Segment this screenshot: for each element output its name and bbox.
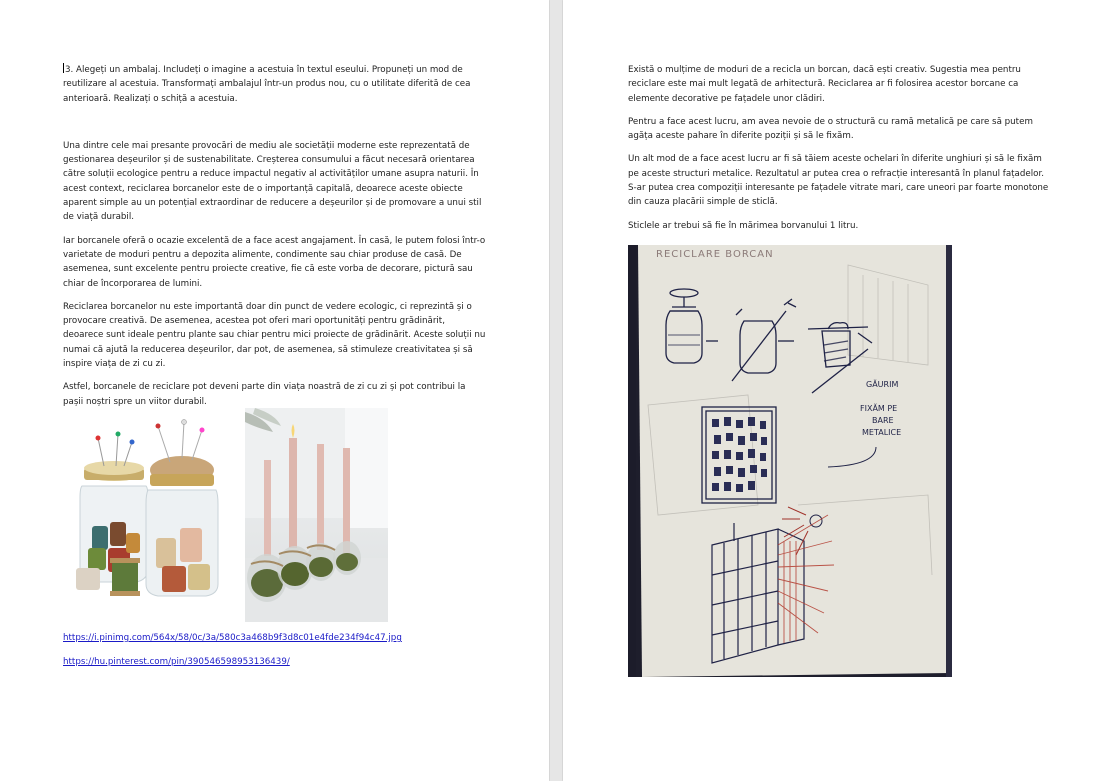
body-paragraph-1[interactable]: Una dintre cele mai presante provocări de mediu ale societății moderne este reprezentată de gestionarea deșeurilor și de sustenabilitate. Creșterea consumului a făcut necesară orientarea către soluții ecologice pentru a reduce impactul negativ al activităților umane asupra naturii. În acest context, reciclarea borcanelor este de o importanță capitală, deoarece aceste obiecte aparent simple au un potențial extraordinar de reducere a deșeurilor și de promovare a unui stil de viață durabil. (63, 140, 482, 223)
text-cursor (63, 63, 64, 73)
proposal-paragraph-3[interactable]: Un alt mod de a face acest lucru ar fi să tăiem aceste ochelari în diferite unghiuri și să le fixăm pe aceste structuri metalice. Rezultatul ar putea crea o refracție interesantă în planul fațadelor. S-ar putea crea compoziții interesante pe fațadele vitrate mari, care uneori par foarte monotone din cauza placării simple de sticlă. (628, 154, 1049, 208)
image-source-link-1[interactable]: https://i.pinimg.com/564x/58/0c/3a/580c3a468b9f3d8c01e4fde234f94c47.jpg (63, 633, 402, 643)
proposal-paragraph-2[interactable]: Pentru a face acest lucru, am avea nevoie de o structură cu ramă metalică pe care să putem agăța aceste pahare în diferite poziții și să le fixăm. (628, 116, 1033, 142)
sketch-note-4: METALICE (862, 428, 902, 437)
image-source-link-2[interactable]: https://hu.pinterest.com/pin/390546598953136439/ (63, 657, 290, 667)
document-page-right (563, 0, 1105, 781)
jar-recycling-sketch-photo[interactable] (628, 245, 952, 677)
left-text-column (63, 63, 488, 418)
assignment-paragraph[interactable] (63, 63, 488, 106)
jar-candles-illustration (245, 408, 388, 622)
body-paragraph-4[interactable]: Astfel, borcanele de reciclare pot deveni parte din viața noastră de zi cu zi și pot contribui la pașii noștri spre un viitor durabil. (63, 382, 466, 407)
proposal-paragraph-1[interactable]: Există o mulțime de moduri de a recicla un borcan, dacă ești creativ. Sugestia mea pentru reciclare este mai mult legată de arhitectură. Reciclarea ar fi folosirea acestor borcane ca elemente decorative pe fațadele unor clădiri. (628, 65, 1021, 104)
jars-sewing-illustration (74, 408, 224, 600)
assignment-text: 3. Alegeți un ambalaj. Includeți o imagine a acestuia în textul eseului. Propuneți un mod de reutilizare al acestuia. Transformați ambalajul într-un produs nou, cu o utilitate diferită de cea anterioară. Realizați o schiță a acestuia. (63, 65, 471, 104)
body-paragraph-2[interactable]: Iar borcanele oferă o ocazie excelentă de a face acest angajament. În casă, le putem folosi într-o varietate de moduri pentru a depozita alimente, condimente sau chiar produse de casă. De asemenea, sunt excelente pentru proiecte creative, fie că este vorba de decorare, pictură sau chiar de încorporarea de lumini. (63, 235, 486, 289)
sketch-title: RECICLARE BORCAN (656, 249, 774, 260)
sketch-note-2: FIXĂM PE (860, 404, 898, 413)
body-paragraph-3[interactable]: Reciclarea borcanelor nu este importantă doar din punct de vedere ecologic, ci reprezintă și o provocare creativă. De asemenea, acestea pot oferi mari oportunități pentru grădinărit, deoarece sunt ideale pentru plante sau chiar pentru mici proiecte de grădinărit. Aceste soluții nu numai că ajută la reducerea deșeurilor, dar pot, de asemenea, să stimuleze creativitatea și să inspire viața de zi cu zi. (63, 301, 486, 370)
hand-drawn-sketch (628, 245, 952, 677)
sketch-note-1: GĂURIM (866, 380, 899, 389)
jar-candles-image[interactable] (245, 408, 388, 622)
proposal-paragraph-4[interactable]: Sticlele ar trebui să fie în mărimea borvanului 1 litru. (628, 220, 859, 231)
right-text-column (628, 63, 1053, 242)
document-page-left (0, 0, 549, 781)
jars-sewing-image[interactable] (74, 408, 224, 600)
sketch-note-3: BARE (872, 416, 894, 425)
